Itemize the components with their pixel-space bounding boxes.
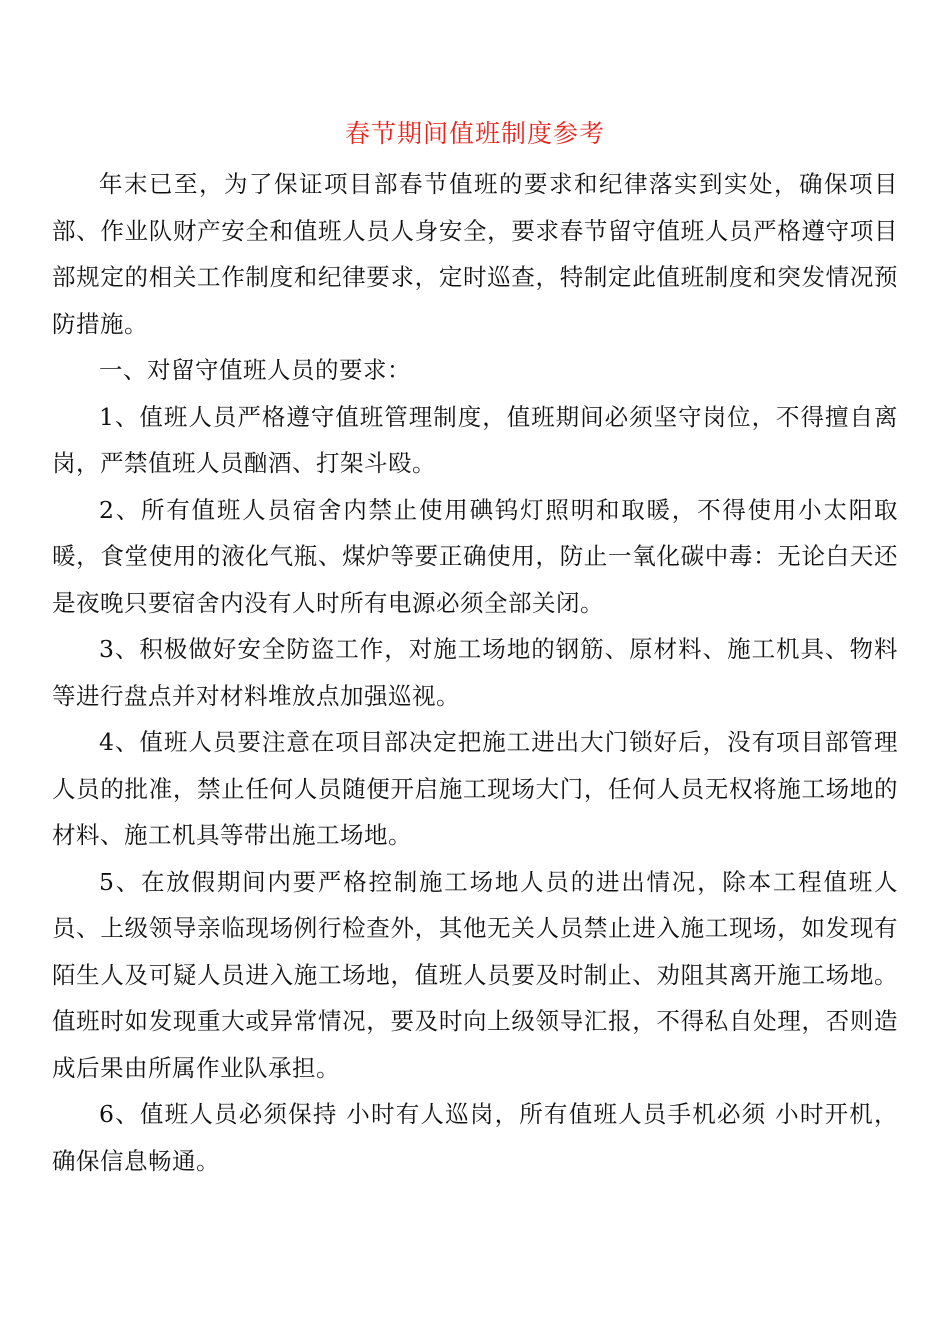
rule-item-1: 1、值班人员严格遵守值班管理制度，值班期间必须坚守岗位，不得擅自离岗，严禁值班人员酗酒、打架斗殴。: [52, 402, 898, 477]
section-heading: 一、对留守值班人员的要求：: [99, 356, 411, 384]
rule-item-3: 3、积极做好安全防盗工作，对施工场地的钢筋、原材料、施工机具、物料等进行盘点并对材料堆放点加强巡视。: [52, 635, 898, 710]
rule-item-2: 2、所有值班人员宿舍内禁止使用碘钨灯照明和取暖，不得使用小太阳取暖，食堂使用的液化气瓶、煤炉等要正确使用，防止一氧化碳中毒：无论白天还是夜晚只要宿舍内没有人时所有电源必须全部关闭。: [52, 495, 898, 617]
rule-item-5: 5、在放假期间内要严格控制施工场地人员的进出情况，除本工程值班人员、上级领导亲临现场例行检查外，其他无关人员禁止进入施工现场，如发现有陌生人及可疑人员进入施工场地，值班人员要及时制止、劝阻其离开施工场地。值班时如发现重大或异常情况，要及时向上级领导汇报，不得私自处理，否则造成后果由所属作业队承担。: [52, 867, 898, 1082]
rule-item-6: 6、值班人员必须保持 小时有人巡岗，所有值班人员手机必须 小时开机，确保信息畅通。: [52, 1100, 898, 1175]
rule-item-4: 4、值班人员要注意在项目部决定把施工进出大门锁好后，没有项目部管理人员的批准，禁止任何人员随便开启施工现场大门，任何人员无权将施工场地的材料、施工机具等带出施工场地。: [52, 728, 898, 849]
document-body: [52, 161, 898, 1184]
intro-paragraph: 年末已至，为了保证项目部春节值班的要求和纪律落实到实处，确保项目部、作业队财产安全和值班人员人身安全，要求春节留守值班人员严格遵守项目部规定的相关工作制度和纪律要求，定时巡查，特制定此值班制度和突发情况预防措施。: [52, 170, 898, 338]
document-title: 春节期间值班制度参考: [344, 119, 605, 148]
